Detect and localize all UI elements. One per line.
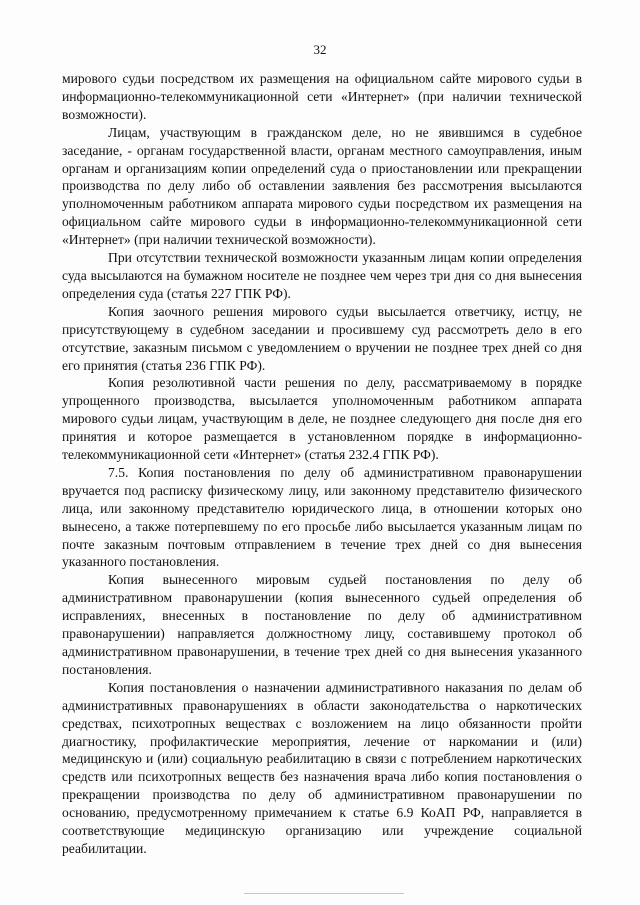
page-number: 32 <box>313 42 327 57</box>
paragraph-continuation: мирового судьи посредством их размещения на официальном сайте мирового судьи в информационно-телекоммуникационной сети «Интернет» (при наличии технической возможности). <box>62 71 582 122</box>
paragraph: Копия заочного решения мирового судьи высылается ответчику, истцу, не присутствующему в судебном заседании и просившему суд рассмотреть дело в его отсутствие, заказным письмом с уведомлением о вручении не позднее трех дней со дня его принятия (статья 236 ГПК РФ). <box>62 303 582 373</box>
paragraph-section-7-5: 7.5. Копия постановления по делу об административном правонарушении вручается под расписку физическому лицу, или законному представителю физического лица, или законному представителю юридического лица, в отношении которых оно вынесено, а также потерпевшему по его просьбе либо высылается указанным лицам по почте заказным почтовым отправлением в течение трех дней со дня вынесения указанного постановления. <box>62 464 582 570</box>
paragraph: Копия вынесенного мировым судьей постановления по делу об административном правонарушении (копия вынесенного судьей определения об исправлениях, внесенных в постановление по делу об административном правонарушении) направляется должностному лицу, составившему протокол об административном правонарушении, в течение трех дней со дня вынесения указанного постановления. <box>62 572 582 677</box>
footer-divider <box>244 893 404 894</box>
paragraph: Лицам, участвующим в гражданском деле, но не явившимся в судебное заседание, - органам государственной власти, органам местного самоуправления, иным органам и организациям копии определений суда о приостановлении или прекращении производства по делу либо об оставлении заявления без рассмотрения высылаются уполномоченным работником аппарата мирового судьи посредством их размещения на официальном сайте мирового судьи в информационно-телекоммуникационной сети «Интернет» (при наличии технической возможности). <box>62 124 582 248</box>
paragraph: Копия постановления о назначении административного наказания по делам об административных правонарушениях в области законодательства о наркотических средствах, психотропных веществах с возложением на лицо обязанности пройти диагностику, профилактические мероприятия, лечение от наркомании и (или) медицинскую и (или) социальную реабилитацию в связи с потреблением наркотических средств или психотропных веществ без назначения врача либо копия постановления о прекращении производства по делу об административном правонарушении по основанию, предусмотренному примечанием к статье 6.9 КоАП РФ, направляется в соответствующие медицинскую организацию или учреждение социальной реабилитации. <box>62 679 582 856</box>
paragraph: Копия резолютивной части решения по делу, рассматриваемому в порядке упрощенного производства, высылается уполномоченным работником аппарата мирового судьи лицам, участвующим в деле, не позднее следующего дня после дня его принятия и которое размещается в установленном порядке в информационно-телекоммуникационной сети «Интернет» (статья 232.4 ГПК РФ). <box>62 375 582 463</box>
document-body <box>62 70 582 858</box>
paragraph: При отсутствии технической возможности указанным лицам копии определения суда высылаются на бумажном носителе не позднее чем через три дня со дня вынесения определения суда (статья 227 ГПК РФ). <box>62 250 582 301</box>
